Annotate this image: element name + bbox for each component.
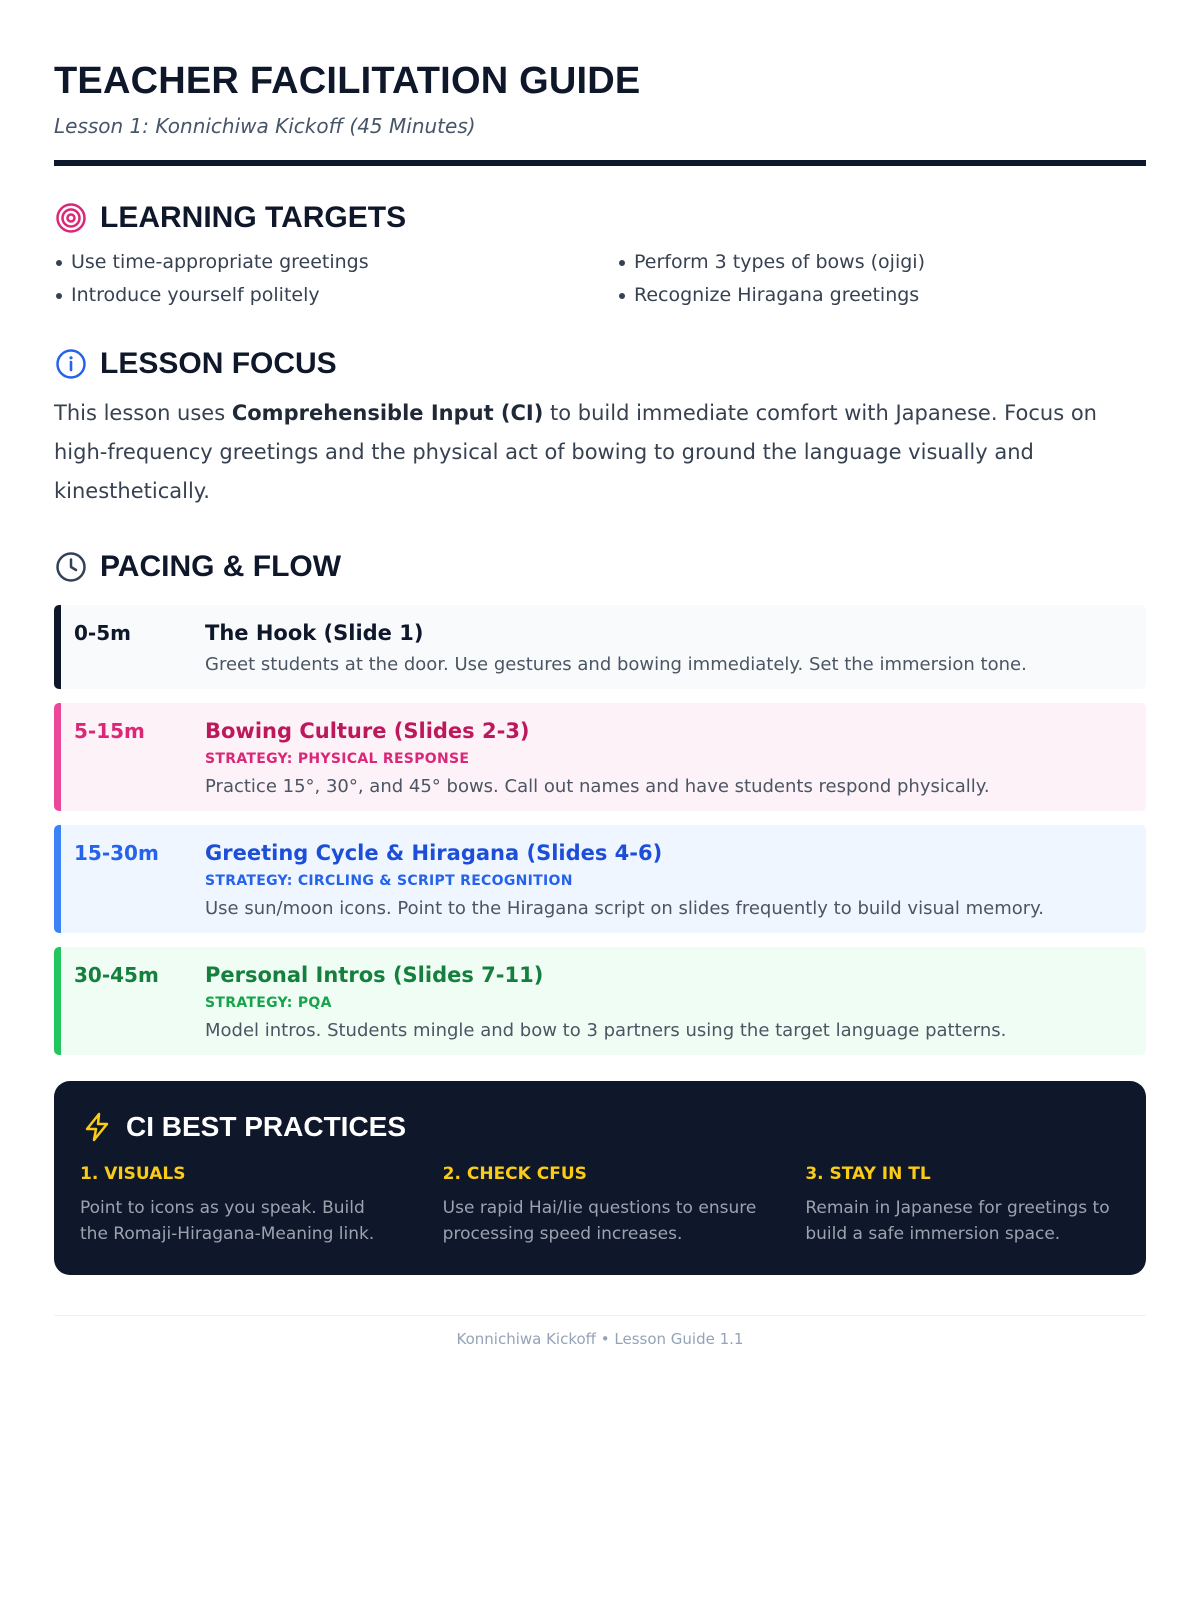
ci-column-text: Remain in Japanese for greetings to build a safe immersion space. [805,1198,1110,1244]
bullet-icon [619,260,625,266]
target-text: Use time-appropriate greetings [71,251,369,273]
pacing-header [54,549,1146,585]
info-icon [54,347,88,381]
list-item [617,246,1146,279]
footer-divider [54,1315,1146,1316]
pacing-list [54,605,1146,1055]
pacing-row [54,703,1146,811]
learning-targets-title: LEARNING TARGETS [100,201,407,234]
bullet-icon [619,293,625,299]
ci-column-text: Use rapid Hai/Iie questions to ensure processing speed increases. [442,1198,757,1244]
clock-icon [54,550,88,584]
pacing-time: 15-30m [74,841,159,865]
pacing-row [54,825,1146,933]
bullet-icon [56,293,62,299]
ci-column-text: Point to icons as you speak. Build the Romaji-Hiragana-Meaning link. [80,1198,375,1244]
lightning-icon [80,1110,114,1144]
page-title: TEACHER FACILITATION GUIDE [54,60,641,102]
header-divider [54,160,1146,166]
target-icon [54,201,88,235]
pacing-row [54,605,1146,689]
pacing-strategy: STRATEGY: PHYSICAL RESPONSE [205,751,470,767]
list-item [54,246,617,279]
ci-best-practices-panel [54,1081,1146,1275]
pacing-row [54,947,1146,1055]
pacing-title-text: The Hook (Slide 1) [205,621,424,645]
target-text: Introduce yourself politely [71,284,320,306]
target-text: Perform 3 types of bows (ojigi) [634,251,925,273]
pacing-strategy: STRATEGY: CIRCLING & SCRIPT RECOGNITION [205,873,573,889]
ci-column-title: 1. VISUALS [80,1164,186,1184]
ci-title: CI BEST PRACTICES [126,1111,407,1142]
ci-column [805,1161,1120,1247]
learning-targets-list [54,246,1146,312]
footer-text: Konnichiwa Kickoff • Lesson Guide 1.1 [456,1330,744,1348]
pacing-strategy: STRATEGY: PQA [205,995,332,1011]
ci-column [443,1161,758,1247]
lesson-focus-text [54,394,1146,511]
pacing-title-text: Personal Intros (Slides 7-11) [205,963,544,987]
bullet-icon [56,260,62,266]
pacing-desc: Greet students at the door. Use gestures and bowing immediately. Set the immersion tone. [205,654,1027,675]
page-subtitle: Lesson 1: Konnichiwa Kickoff (45 Minutes) [54,114,476,138]
pacing-time: 5-15m [74,719,145,743]
pacing-title-text: Bowing Culture (Slides 2-3) [205,719,530,743]
pacing-time: 30-45m [74,963,159,987]
lesson-focus-header [54,346,1146,382]
ci-column-title: 2. CHECK CFUS [442,1164,587,1184]
learning-targets-header [54,200,1146,236]
ci-columns [80,1161,1120,1247]
pacing-desc: Model intros. Students mingle and bow to 3 partners using the target language patterns. [205,1020,1007,1041]
lesson-focus-title: LESSON FOCUS [100,347,337,380]
focus-text-start: This lesson uses [54,401,232,425]
focus-text-bold: Comprehensible Input (CI) [231,401,544,425]
ci-column [80,1161,395,1247]
pacing-time: 0-5m [74,621,131,645]
list-item [617,279,1146,312]
target-text: Recognize Hiragana greetings [634,284,920,306]
focus-text-end: to build immediate comfort with Japanese. Focus on high-frequency greetings and the physical act of bowing to ground the language visually and kinesthetically. [54,401,1097,503]
pacing-title-text: Greeting Cycle & Hiragana (Slides 4-6) [205,841,663,865]
ci-header [80,1107,1120,1147]
ci-column-title: 3. STAY IN TL [805,1164,931,1184]
pacing-title: PACING & FLOW [100,550,342,583]
pacing-desc: Use sun/moon icons. Point to the Hiragana script on slides frequently to build visual memory. [205,898,1044,919]
pacing-desc: Practice 15°, 30°, and 45° bows. Call out names and have students respond physically. [205,776,990,797]
list-item [54,279,617,312]
